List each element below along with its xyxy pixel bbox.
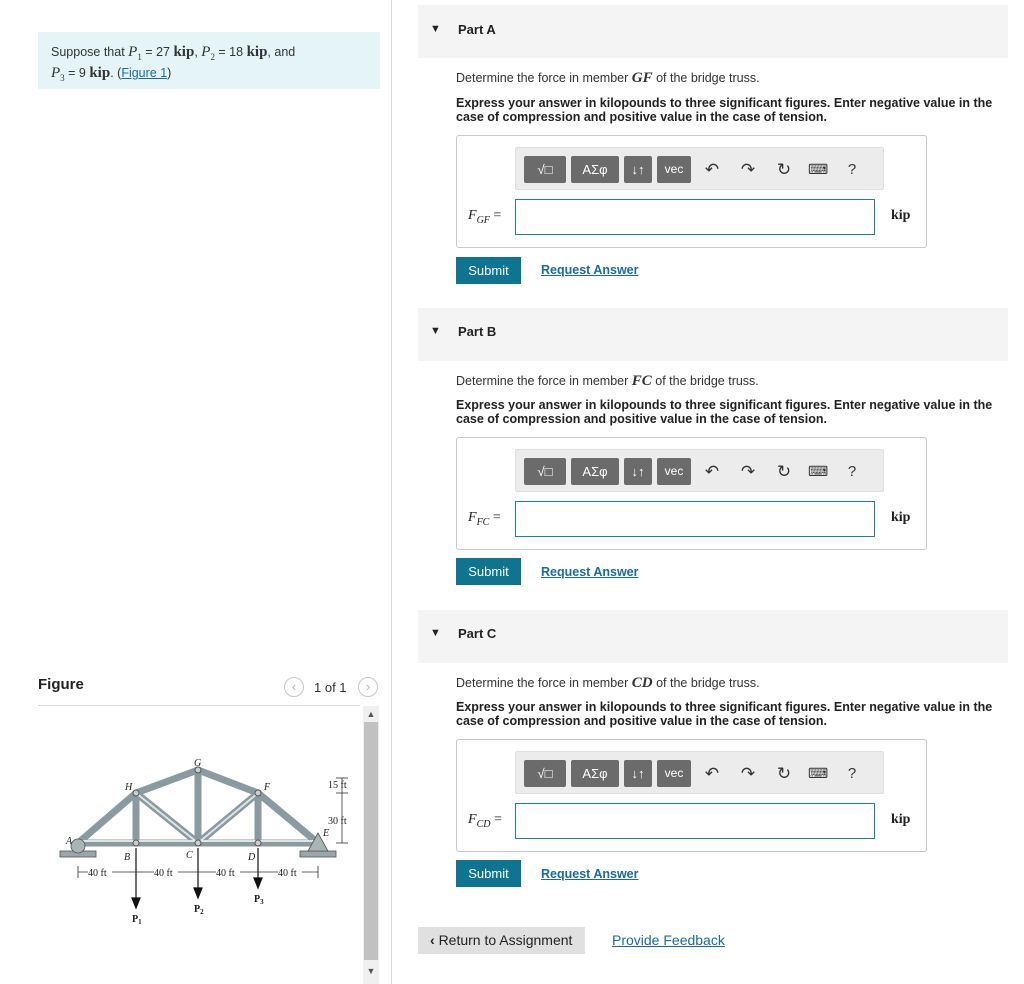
vec-button[interactable] bbox=[657, 156, 691, 183]
p1-symbol bbox=[128, 44, 142, 60]
arrows-label: ↓↑ bbox=[631, 464, 645, 479]
arrows-button[interactable] bbox=[624, 760, 652, 787]
p1-subscript: 1 bbox=[137, 52, 142, 62]
variable-label bbox=[468, 208, 501, 226]
part-a-title: Part A bbox=[458, 22, 496, 37]
var-main: F bbox=[468, 208, 477, 223]
part-c-title: Part C bbox=[458, 626, 497, 641]
p2-label: P bbox=[194, 904, 201, 915]
part-a-instructions: Express your answer in kilopounds to three significant figures. Enter negative value in the case of compression and positive value in the case of tension. bbox=[456, 96, 993, 124]
submit-button[interactable]: Submit bbox=[456, 257, 521, 284]
reset-icon[interactable]: ↻ bbox=[776, 462, 792, 481]
math-toolbar bbox=[515, 751, 884, 794]
p1-unit: kip bbox=[173, 44, 195, 60]
svg-text:P1 bbox=[132, 914, 142, 926]
p1-letter: P bbox=[128, 44, 138, 60]
figure-title: Figure bbox=[38, 676, 84, 693]
question-suffix: of the bridge truss. bbox=[652, 676, 760, 690]
figure-pager: 1 of 1 bbox=[314, 680, 347, 695]
var-sub: FC bbox=[476, 516, 490, 528]
keyboard-icon[interactable]: ⌨ bbox=[808, 463, 829, 479]
label-b: B bbox=[124, 852, 131, 863]
request-answer-link[interactable]: Request Answer bbox=[541, 263, 639, 277]
p3-subscript: 3 bbox=[60, 73, 65, 83]
templates-button[interactable] bbox=[524, 458, 566, 485]
templates-button[interactable] bbox=[524, 156, 566, 183]
p3-label-sub: 3 bbox=[260, 898, 264, 906]
label-g: G bbox=[194, 758, 202, 769]
submit-button[interactable]: Submit bbox=[456, 558, 521, 585]
redo-icon[interactable]: ↷ bbox=[740, 160, 756, 179]
part-c-answer-box bbox=[456, 739, 927, 852]
member-name: GF bbox=[631, 70, 653, 86]
p1-label-sub: 1 bbox=[138, 918, 142, 926]
equals-sign: = bbox=[489, 510, 501, 525]
arrows-label: ↓↑ bbox=[631, 766, 645, 781]
keyboard-icon[interactable]: ⌨ bbox=[808, 765, 829, 781]
svg-text:P3 bbox=[254, 894, 264, 906]
p3-label: P bbox=[254, 894, 261, 905]
p2-label-sub: 2 bbox=[200, 908, 204, 916]
greek-button[interactable] bbox=[571, 760, 619, 787]
provide-feedback-link[interactable]: Provide Feedback bbox=[612, 932, 725, 948]
question-suffix: of the bridge truss. bbox=[652, 71, 760, 85]
vec-button[interactable] bbox=[657, 458, 691, 485]
chevron-left-icon[interactable]: ‹ bbox=[284, 677, 304, 697]
request-answer-link[interactable]: Request Answer bbox=[541, 565, 639, 579]
p1-label: P bbox=[132, 914, 139, 925]
request-answer-link[interactable]: Request Answer bbox=[541, 867, 639, 881]
label-a: A bbox=[66, 836, 73, 847]
member-name: CD bbox=[631, 675, 653, 691]
p2-symbol bbox=[201, 44, 215, 60]
help-icon[interactable]: ? bbox=[847, 765, 857, 782]
caret-down-icon[interactable]: ▼ bbox=[430, 325, 441, 337]
vec-button[interactable] bbox=[657, 760, 691, 787]
dim-40ft-2: 40 ft bbox=[154, 868, 173, 879]
label-e: E bbox=[323, 828, 330, 839]
scroll-up-icon[interactable]: ▲ bbox=[366, 709, 376, 719]
truss-members bbox=[78, 770, 318, 843]
return-to-assignment-button[interactable] bbox=[418, 927, 585, 954]
arrows-label: ↓↑ bbox=[631, 162, 645, 177]
dim-15ft: 15 ft bbox=[328, 780, 347, 791]
math-toolbar bbox=[515, 449, 884, 492]
redo-icon[interactable]: ↷ bbox=[740, 764, 756, 783]
dim-40ft-1: 40 ft bbox=[88, 868, 107, 879]
label-h: H bbox=[125, 782, 133, 793]
question-prefix: Determine the force in member bbox=[456, 676, 632, 690]
keyboard-icon[interactable]: ⌨ bbox=[808, 161, 829, 177]
templates-label: √□ bbox=[537, 766, 553, 781]
question-prefix: Determine the force in member bbox=[456, 374, 632, 388]
label-f: F bbox=[264, 782, 271, 793]
figure-divider bbox=[38, 705, 360, 706]
help-icon[interactable]: ? bbox=[847, 463, 857, 480]
answer-input[interactable] bbox=[515, 803, 875, 839]
label-d: D bbox=[248, 852, 256, 863]
equals-sign: = bbox=[489, 208, 502, 223]
bridge-truss-figure bbox=[38, 748, 358, 938]
unit-label: kip bbox=[891, 510, 911, 525]
p1-value: = 27 bbox=[141, 45, 174, 59]
math-toolbar bbox=[515, 147, 884, 190]
dim-40ft-3: 40 ft bbox=[216, 868, 235, 879]
svg-text:P2 bbox=[194, 904, 204, 916]
p2-subscript: 2 bbox=[210, 52, 215, 62]
scrollbar-thumb[interactable] bbox=[364, 722, 378, 960]
greek-label: ΑΣφ bbox=[582, 766, 608, 781]
label-c: C bbox=[186, 850, 193, 861]
part-c-header[interactable] bbox=[418, 610, 1008, 663]
p3-value: = 9 bbox=[64, 66, 90, 80]
question-prefix: Determine the force in member bbox=[456, 71, 632, 85]
templates-label: √□ bbox=[537, 162, 553, 177]
and-text: , and bbox=[267, 45, 296, 59]
variable-label bbox=[468, 510, 501, 528]
var-main: F bbox=[468, 510, 477, 525]
submit-button[interactable]: Submit bbox=[456, 860, 521, 887]
caret-down-icon[interactable]: ▼ bbox=[430, 627, 441, 639]
var-sub: CD bbox=[476, 818, 491, 830]
greek-button[interactable] bbox=[571, 156, 619, 183]
var-sub: GF bbox=[476, 214, 490, 226]
undo-icon[interactable]: ↶ bbox=[704, 462, 720, 481]
p2-value: = 18 bbox=[214, 45, 247, 59]
templates-label: √□ bbox=[537, 464, 553, 479]
p2-letter: P bbox=[201, 44, 211, 60]
scroll-down-icon[interactable]: ▼ bbox=[366, 966, 376, 976]
vec-label: vec bbox=[664, 464, 684, 478]
part-c-instructions: Express your answer in kilopounds to three significant figures. Enter negative value in the case of compression and positive value in the case of tension. bbox=[456, 700, 993, 728]
part-a-answer-box bbox=[456, 135, 927, 248]
greek-label: ΑΣφ bbox=[582, 162, 608, 177]
variable-label bbox=[468, 812, 502, 830]
column-divider bbox=[391, 0, 392, 984]
part-b-header[interactable] bbox=[418, 308, 1008, 361]
part-a-header[interactable] bbox=[418, 5, 1008, 58]
unit-label: kip bbox=[891, 812, 911, 827]
vec-label: vec bbox=[664, 766, 684, 780]
undo-icon[interactable]: ↶ bbox=[704, 160, 720, 179]
close-paren: ) bbox=[167, 66, 172, 80]
load-arrows bbox=[132, 848, 262, 908]
equals-sign: = bbox=[490, 812, 502, 827]
answer-input[interactable] bbox=[515, 501, 875, 537]
help-icon[interactable]: ? bbox=[847, 161, 857, 178]
p3-unit: kip bbox=[89, 65, 111, 81]
part-b-instructions: Express your answer in kilopounds to three significant figures. Enter negative value in the case of compression and positive value in the case of tension. bbox=[456, 398, 993, 426]
dim-40ft-4: 40 ft bbox=[278, 868, 297, 879]
templates-button[interactable] bbox=[524, 760, 566, 787]
arrows-button[interactable] bbox=[624, 156, 652, 183]
chevron-right-icon[interactable]: › bbox=[358, 677, 378, 697]
reset-icon[interactable]: ↻ bbox=[776, 160, 792, 179]
part-a-question bbox=[456, 70, 760, 87]
p3-letter: P bbox=[51, 65, 61, 81]
part-b-title: Part B bbox=[458, 324, 497, 339]
p3-symbol bbox=[51, 65, 65, 81]
unit-label: kip bbox=[891, 208, 911, 223]
problem-prefix: Suppose that bbox=[51, 45, 125, 59]
return-label: Return to Assignment bbox=[438, 932, 573, 948]
vec-label: vec bbox=[664, 162, 684, 176]
undo-icon[interactable]: ↶ bbox=[704, 764, 720, 783]
greek-button[interactable] bbox=[571, 458, 619, 485]
part-c-question bbox=[456, 675, 760, 692]
figure-link[interactable]: Figure 1 bbox=[121, 66, 168, 80]
member-name: FC bbox=[631, 373, 652, 389]
period-text: . ( bbox=[110, 66, 122, 80]
part-b-question bbox=[456, 373, 759, 390]
dim-30ft: 30 ft bbox=[328, 816, 347, 827]
part-b-answer-box bbox=[456, 437, 927, 550]
greek-label: ΑΣφ bbox=[582, 464, 608, 479]
caret-down-icon[interactable]: ▼ bbox=[430, 23, 441, 35]
problem-statement: Suppose that $P_1 = 27$ kip, $P_2 = 18$ kip, and $P_3 = 9$ kip. (Figure 1) bbox=[38, 32, 380, 89]
redo-icon[interactable]: ↷ bbox=[740, 462, 756, 481]
arrows-button[interactable] bbox=[624, 458, 652, 485]
chevron-left-icon: ‹ bbox=[430, 932, 435, 948]
reset-icon[interactable]: ↻ bbox=[776, 764, 792, 783]
var-main: F bbox=[468, 812, 477, 827]
question-suffix: of the bridge truss. bbox=[651, 374, 759, 388]
p2-unit: kip bbox=[246, 44, 268, 60]
answer-input[interactable] bbox=[515, 199, 875, 235]
